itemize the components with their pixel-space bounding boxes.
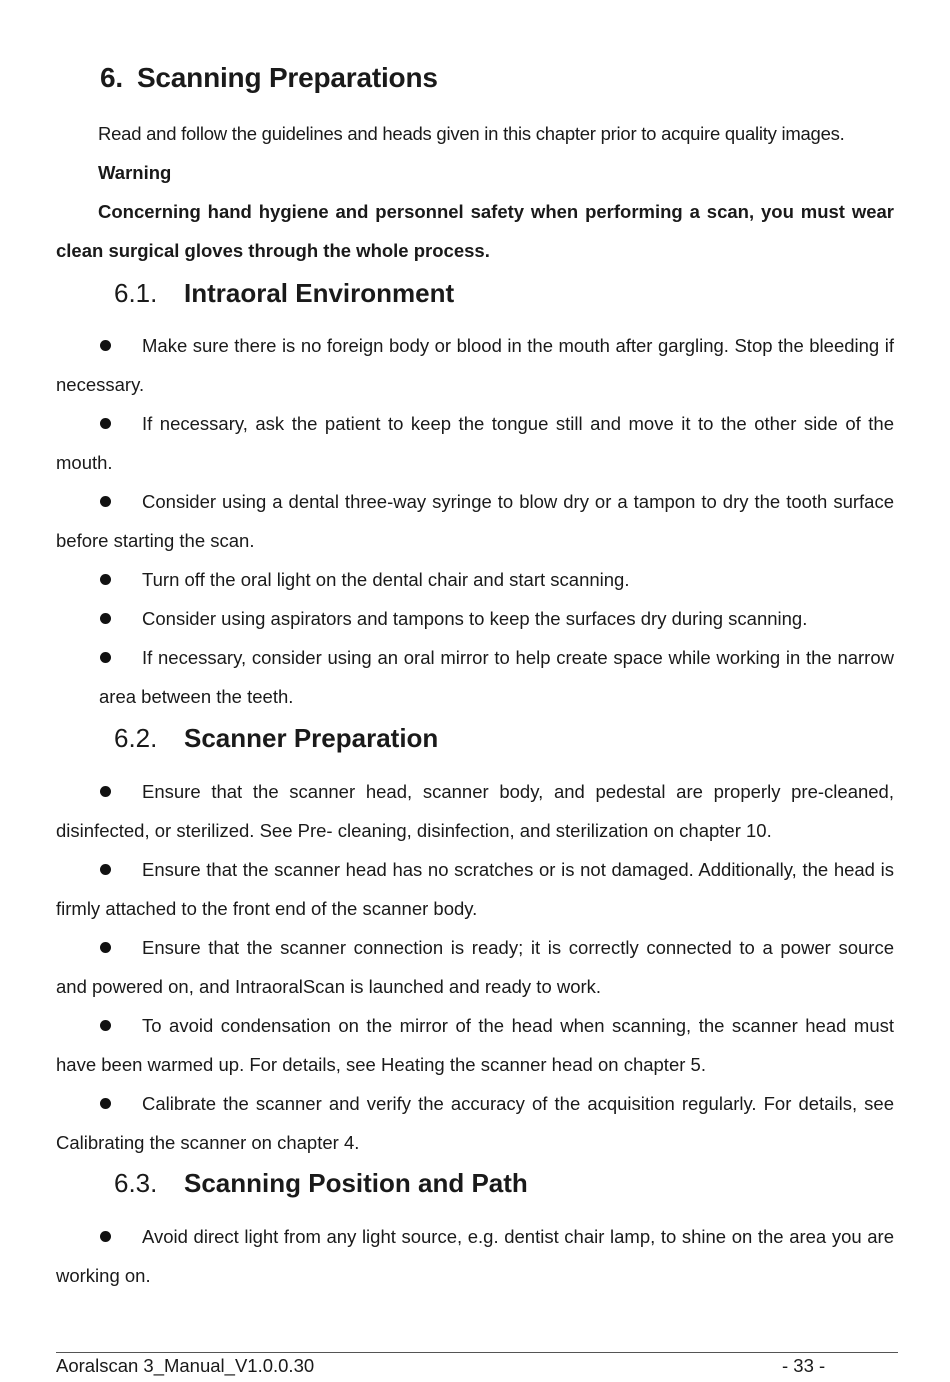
section-heading-6-1 [114, 278, 454, 309]
warning-label: Warning [98, 162, 172, 183]
chapter-title: Scanning Preparations [136, 62, 438, 93]
footer-document-name: Aoralscan 3_Manual_V1.0.0.30 [56, 1355, 315, 1376]
footer-page-number: - 33 - [782, 1355, 826, 1376]
list-item: Ensure that the scanner head, scanner body, and pedestal are properly pre-cleaned, disinfected, or sterilized. See Pre- cleaning, disinfection, and sterilization on chapter 10. [56, 781, 894, 841]
list-item: Avoid direct light from any light source, e.g. dentist chair lamp, to shine on the area you are working on. [56, 1226, 894, 1286]
list-item: To avoid condensation on the mirror of the head when scanning, the scanner head must have been warmed up. For details, see Heating the scanner head on chapter 5. [56, 1015, 894, 1075]
warning-text: Concerning hand hygiene and personnel safety when performing a scan, you must wear clean surgical gloves through the whole process. [56, 201, 894, 261]
list-item: Ensure that the scanner head has no scratches or is not damaged. Additionally, the head is firmly attached to the front end of the scanner body. [56, 859, 894, 919]
section-number: 6.3. [114, 1168, 158, 1198]
list-item: Turn off the oral light on the dental chair and start scanning. [142, 569, 630, 590]
list-item: Make sure there is no foreign body or blood in the mouth after gargling. Stop the bleeding if necessary. [56, 335, 894, 395]
section-number: 6.1. [114, 278, 158, 308]
section-heading-6-3 [114, 1168, 528, 1199]
list-item: Ensure that the scanner connection is ready; it is correctly connected to a power source and powered on, and IntraoralScan is launched and ready to work. [56, 937, 894, 997]
list-item: Consider using aspirators and tampons to keep the surfaces dry during scanning. [142, 608, 808, 629]
section-number: 6.2. [114, 723, 158, 753]
list-item: If necessary, consider using an oral mirror to help create space while working in the narrow area between the teeth. [99, 647, 894, 707]
list-item: Consider using a dental three-way syringe to blow dry or a tampon to dry the tooth surface before starting the scan. [56, 491, 894, 551]
section-title: Scanning Position and Path [184, 1168, 528, 1198]
section-title: Scanner Preparation [184, 723, 439, 753]
list-item: If necessary, ask the patient to keep the tongue still and move it to the other side of the mouth. [56, 413, 894, 473]
list-item: Calibrate the scanner and verify the accuracy of the acquisition regularly. For details, see Calibrating the scanner on chapter 4. [56, 1093, 894, 1153]
section-heading-6-2 [114, 723, 438, 754]
section-title: Intraoral Environment [184, 278, 455, 308]
intro-paragraph: Read and follow the guidelines and heads given in this chapter prior to acquire quality images. [98, 123, 845, 144]
chapter-number: 6. [100, 62, 123, 93]
footer-divider [56, 1352, 898, 1353]
chapter-heading [100, 62, 438, 94]
